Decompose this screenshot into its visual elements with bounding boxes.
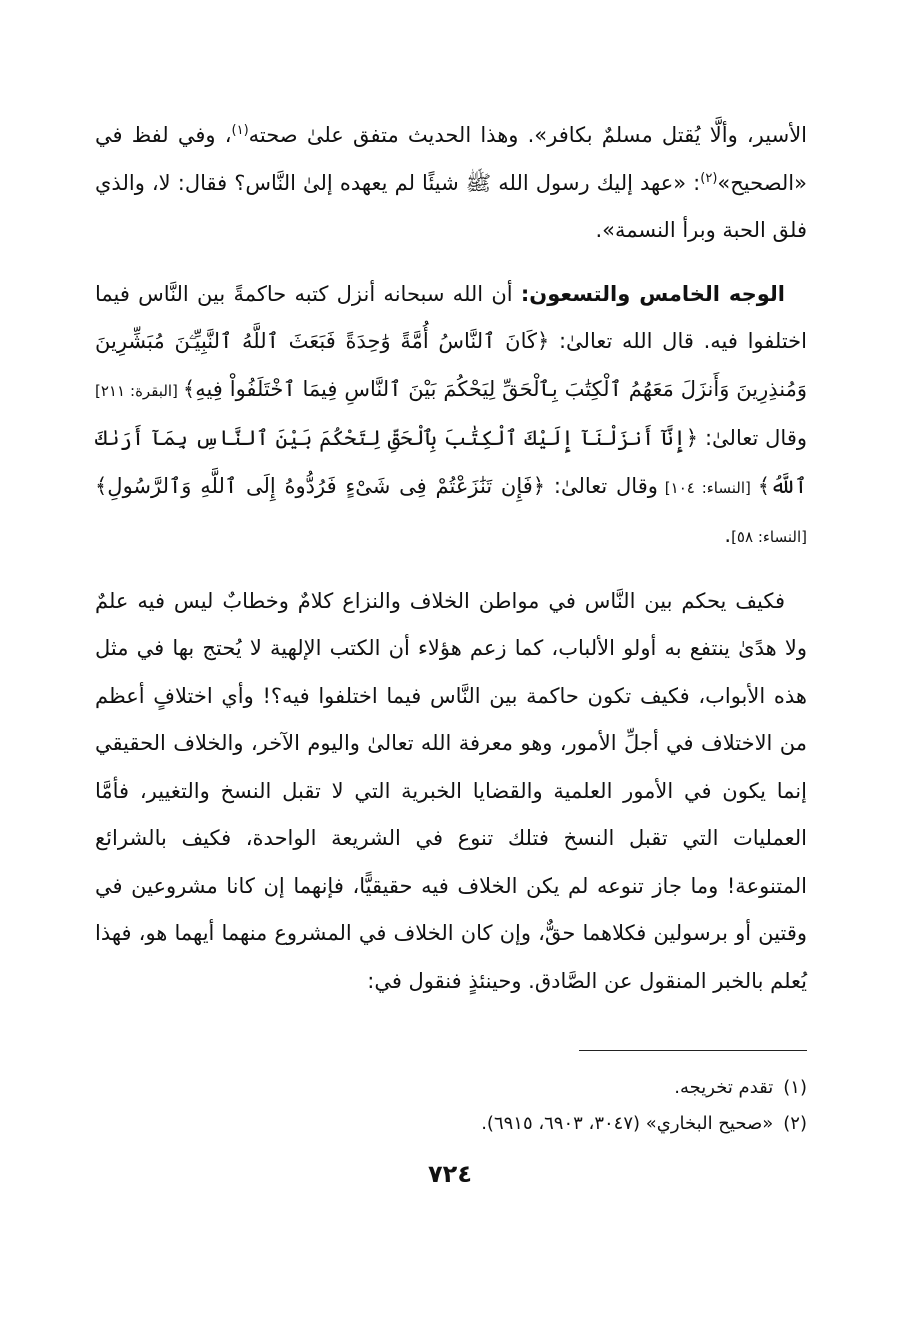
paragraph-1-text-c: : «عهد إليك رسول الله ﷺ شيئًا لم يعهده إلىٰ النَّاس؟ فقال: لا، والذي فلق الحبة وبرأ النسمة».: [95, 170, 807, 242]
paragraph-1-text-a: الأسير، وألَّا يُقتل مسلمٌ بكافر». وهذا الحديث متفق علىٰ صحته: [248, 123, 808, 147]
footnote-1-number: (١): [783, 1077, 807, 1098]
footnote-2-number: (٢): [783, 1113, 807, 1134]
footnote-2-text: «صحيح البخاري» (٣٠٤٧، ٦٩٠٣، ٦٩١٥).: [481, 1113, 774, 1134]
footnote-ref-2: (٢): [700, 170, 718, 186]
paragraph-3-text: فكيف يحكم بين النَّاس في مواطن الخلاف والنزاع كلامٌ وخطابٌ ليس فيه علمٌ ولا هدًىٰ ينتفع به أولو الألباب، كما زعم هؤلاء أن الكتب الإلهية لا يُحتج بها في مثل هذه الأبواب، فكيف تكون حاكمة بين النَّاس فيما اختلفوا فيه؟! وأي اختلافٍ أعظم من الاختلاف في أجلِّ الأمور، وهو معرفة الله تعالىٰ واليوم الآخر، والخلاف الحقيقي إنما يكون في الأمور العلمية والقضايا الخبرية التي لا تقبل النسخ والتغيير، فأمَّا العمليات التي تقبل النسخ فتلك تنوع في الشريعة الواحدة، فكيف بالشرائع المتنوعة! وما جاز تنوعه لم يكن الخلاف فيه حقيقيًّا، فإنهما إن كانا مشروعين في وقتين أو برسولين فكلاهما حقٌّ، وإن كان الخلاف في المشروع منهما أيهما هو، فهذا يُعلم بالخبر المنقول عن الصَّادق. وحينئذٍ فنقول في:: [95, 588, 807, 993]
quran-verse-3: ﴿فَإِن تَنَٰزَعْتُمْ فِى شَىْءٍ فَرُدُّوهُ إِلَى ٱللَّهِ وَٱلرَّسُولِ﴾: [95, 473, 546, 498]
paragraph-2-text-d: .: [724, 523, 732, 547]
paragraph-2-text-b: وقال تعالىٰ:: [698, 426, 808, 450]
paragraph-3: [95, 578, 807, 1006]
paragraph-2: [95, 271, 807, 562]
quran-verse-1: ﴿كَانَ ٱلنَّاسُ أُمَّةً وَٰحِدَةً فَبَعَثَ ٱللَّهُ ٱلنَّبِيِّـۧنَ مُبَشِّرِينَ وَمُنذِرِينَ وَأَنزَلَ مَعَهُمُ ٱلْكِتَٰبَ بِٱلْحَقِّ لِيَحْكُمَ بَيْنَ ٱلنَّاسِ فِيمَا ٱخْتَلَفُواْ فِيهِ﴾: [95, 329, 807, 401]
paragraph-2-lead: الوجه الخامس والتسعون:: [520, 281, 785, 306]
page-number: ٧٢٤: [428, 1160, 472, 1188]
paragraph-2-text-c: وقال تعالىٰ:: [545, 473, 658, 498]
verse-reference-3: [النساء: ٥٨]: [731, 528, 807, 546]
footnote-divider: [579, 1050, 807, 1051]
paragraph-2-text-a: أن الله سبحانه أنزل كتبه حاكمةً بين النَّاس فيما اختلفوا فيه. قال الله تعالىٰ:: [95, 281, 807, 353]
footnote-1: [95, 1070, 807, 1106]
verse-reference-1: [البقرة: ٢١١]: [95, 381, 183, 400]
footnote-1-text: تقدم تخريجه.: [674, 1077, 774, 1098]
footnote-2: [95, 1106, 807, 1142]
footnotes: [95, 1070, 807, 1142]
quran-verse-2: ﴿إِنَّآ أَنزَلْنَآ إِلَيْكَ ٱلْكِتَٰبَ بِٱلْحَقِّ لِتَحْكُمَ بَيْنَ ٱلنَّاسِ بِمَآ أَرَىٰكَ ٱللَّهُ﴾: [95, 426, 807, 498]
page-body: [95, 112, 807, 1005]
verse-reference-2: [النساء: ١٠٤]: [657, 478, 758, 497]
paragraph-1-text-b: ، وفي لفظ في «الصحيح»: [95, 123, 807, 195]
paragraph-1: [95, 112, 807, 255]
footnote-ref-1: (١): [231, 123, 249, 138]
